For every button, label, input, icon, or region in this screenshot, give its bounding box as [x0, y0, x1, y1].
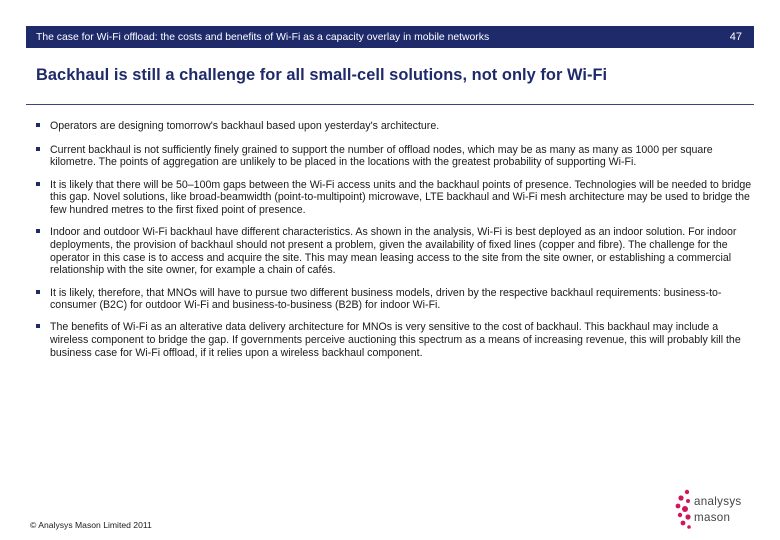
analysys-mason-logo	[672, 488, 754, 532]
bullet-square-icon	[36, 182, 40, 186]
page-number: 47	[729, 31, 742, 43]
bullet-text: The benefits of Wi-Fi as an alterative data delivery architecture for MNOs is very sensitive to the cost of backhaul. This backhaul may include a wireless component to bridge the gap. If governments perceive auctioning this spectrum as a means of increasing revenue, this will probably kill the business case for Wi-Fi offload, if it relies upon a wireless backhaul component.	[50, 321, 741, 359]
header-bar	[26, 26, 754, 48]
header-text: The case for Wi-Fi offload: the costs and benefits of Wi-Fi as a capacity overlay in mobile networks	[36, 31, 490, 43]
bullet-square-icon	[36, 324, 40, 328]
bullet-item	[36, 120, 754, 133]
bullet-square-icon	[36, 123, 40, 127]
bullet-square-icon	[36, 229, 40, 233]
bullet-text: It is likely that there will be 50–100m gaps between the Wi-Fi access units and the backhaul points of presence. Technologies will be needed to bridge this gap. Novel solutions, like broad-beamwidth (point-to-multipoint) microwave, LTE backhaul and Wi-Fi mesh architecture may be used to bridge the few hundred metres to the first fixed point of presence.	[50, 178, 752, 217]
copyright-footer: © Analysys Mason Limited 2011	[30, 520, 152, 530]
logo-word-analysys: analysys	[694, 495, 742, 508]
bullet-item	[36, 287, 754, 312]
bullet-square-icon	[36, 147, 40, 151]
logo-word-mason: mason	[694, 511, 731, 524]
bullet-text: Operators are designing tomorrow's backhaul based upon yesterday's architecture.	[50, 120, 440, 132]
bullet-item	[36, 226, 754, 277]
title-divider	[26, 104, 754, 105]
bullet-item	[36, 179, 754, 217]
bullet-text: Current backhaul is not sufficiently finely grained to support the number of offload nodes, which may be as many as many as 1000 per square kilometre. The points of aggregation are unlikely to be placed in the locations with the greatest probability of supporting Wi-Fi.	[50, 143, 713, 169]
bullet-square-icon	[36, 290, 40, 294]
bullet-item	[36, 144, 754, 169]
logo-dots-icon	[672, 488, 694, 532]
slide-title: Backhaul is still a challenge for all small-cell solutions, not only for Wi-Fi	[36, 66, 608, 84]
bullet-text: Indoor and outdoor Wi-Fi backhaul have different characteristics. As shown in the analysis, Wi-Fi is best deployed as an indoor solution. For indoor deployments, the provision of backhaul should not present a problem, given the availability of fixed lines (copper and fibre). The challenge for the operator in this case is to access and acquire the site. This may mean leasing access to the site from the site owner, or establishing a commercial relationship with the site owner, for example a chain of cafés.	[50, 226, 737, 277]
bullet-item	[36, 321, 754, 359]
bullet-list	[36, 120, 754, 369]
bullet-text: It is likely, therefore, that MNOs will have to pursue two different business models, driven by the respective backhaul requirements: business-to-consumer (B2C) for outdoor Wi-Fi and business-to-business (B2B) for indoor Wi-Fi.	[50, 286, 722, 312]
